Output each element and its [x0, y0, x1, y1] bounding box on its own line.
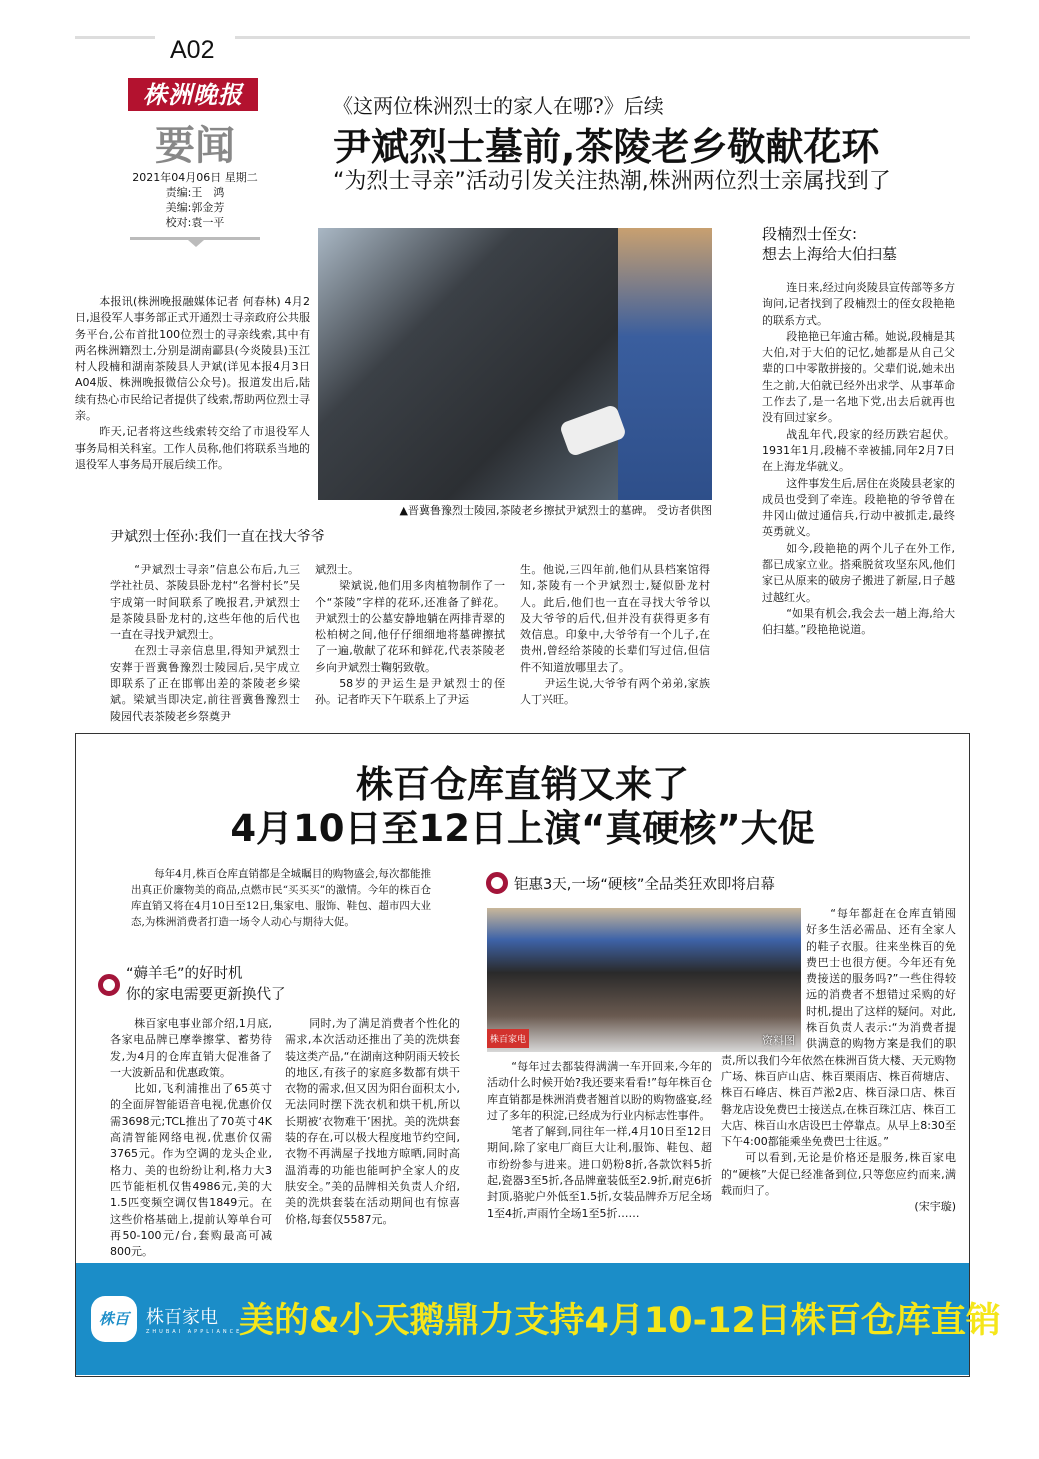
paragraph: 斌烈士。 [315, 563, 359, 576]
paragraph: 在烈士寻亲信息里,得知尹斌烈士安葬于晋冀鲁豫烈士陵园后,吴宇成立即联系了正在邯郸出差的茶陵老乡梁斌。梁斌当即决定,前往晋冀鲁豫烈士陵园代表茶陵老乡祭奠尹 [110, 644, 300, 723]
paragraph: 株百家电事业部介绍,1月底,各家电品牌已摩拳擦掌、蓄势待发,为4月的仓库直销大促准备了一大波新品和优惠政策。 [110, 1017, 272, 1079]
subhead-line: 你的家电需要更新换代了 [126, 987, 286, 1003]
paragraph: 尹运生说,大爷爷有两个弟弟,家族人丁兴旺。 [520, 677, 710, 707]
paragraph: 可以看到,无论是价格还是服务,株百家电的“硬核”大促已经准备到位,只等您应约而来,满载而归了。 [721, 1151, 956, 1198]
paragraph: “如果有机会,我会去一趟上海,给大伯扫墓。”段艳艳说道。 [762, 606, 955, 637]
tombstone-photo [318, 228, 712, 500]
title-line: 段楠烈士侄女: [762, 225, 858, 243]
ad-intro [131, 866, 431, 930]
ring-bullet-icon [486, 872, 508, 894]
paragraph: 比如,飞利浦推出了65英寸的全面屏智能语音电视,优惠价仅需3698元;TCL推出了70英寸4K高清智能网络电视,优惠价仅需3765元。作为空调的龙头企业,格力、美的也纷纷让利,格力大3匹节能柜机仅售4986元,美的大1.5匹变频空调仅售1849元。在这些价格基础上,提前认筹单台可再50-100元/台,套购最高可减800元。 [110, 1082, 272, 1259]
ad-title-line2: 4月10日至12日上演“真硬核”大促 [230, 807, 815, 850]
paragraph: 战乱年代,段家的经历跌宕起伏。1931年1月,段楠不幸被捕,同年2月7日在上海龙华就义。 [762, 427, 955, 474]
paragraph: 每年4月,株百仓库直销都是全城瞩目的购物盛会,每次都能推出真正价廉物美的商品,点燃市民“买买买”的激情。今年的株百仓库直销又将在4月10日至12日,集家电、服饰、鞋包、超市四大业态,为株洲消费者打造一场令人动心与期待大促。 [131, 868, 431, 928]
paragraph: “每年过去都装得满满一车开回来,今年的活动什么时候开始?我还要来看看!”每年株百仓库直销都是株洲消费者翘首以盼的购物盛宴,经过了多年的积淀,已经成为行业内标志性事件。 [487, 1060, 712, 1122]
column-3 [520, 562, 710, 709]
section-title-niece [762, 224, 897, 264]
paragraph: “每年都赶在仓库直销囤好多生活必需品、还有全家人的鞋子衣服。往来坐株百的免费巴士也很方便。今年还有免费接送的服务吗?”一些住得较远的消费者不想错过采购的好时机,提出了这样的疑问。对此,株百负责人表示:“为消费者提供满意的购物方案是我们的职责,所以我们今年依然在株洲百货大楼、天元购物广场、株百庐山店、株百栗雨店、株百荷塘店、株百石峰店、株百芦淞2店、株百渌口店、株百磐龙店设免费巴士接送点,在株百珠江店、株百工大店、株百山水店设巴士停靠点。从早上8:30至下午4:00都能乘坐免费巴士往返。” [721, 907, 956, 1149]
paragraph: 昨天,记者将这些线索转交给了市退役军人事务局相关科室。工作人员称,他们将联系当地的退役军人事务局开展后续工作。 [75, 425, 310, 471]
title-line: 想去上海给大伯扫墓 [762, 245, 898, 263]
paragraph: 58岁的尹运生是尹斌烈士的侄孙。记者昨天下午联系上了尹运 [315, 677, 505, 707]
divider-arrow-icon [188, 240, 204, 247]
proofreader: 校对:袁一平 [165, 216, 225, 229]
banner-slogan: 美的&小天鹅鼎力支持4月10-12日株百仓库直销 [239, 1301, 1001, 1341]
sponsor-banner [76, 1263, 1001, 1375]
photo-wrap-spacer [721, 906, 806, 1048]
cloth [559, 404, 627, 457]
ad-subhead-2 [486, 872, 775, 894]
person-figure [618, 228, 712, 500]
paragraph: “尹斌烈士寻亲”信息公布后,九三学社社员、茶陵县卧龙村“名誉村长”吴宇成第一时间联系了晚报君,尹斌烈士是茶陵县卧龙村的,这些年他的后代也一直在寻找尹斌烈士。 [110, 563, 300, 642]
paragraph: 段艳艳已年逾古稀。她说,段楠是其大伯,对于大伯的记忆,她都是从自己父辈的口中零散拼接的。父辈们说,她未出生之前,大伯就已经外出求学、从事革命工作去了,是一名地下党,出去后就再也没有回过家乡。 [762, 329, 955, 425]
column-2 [315, 562, 505, 709]
subhead-text: 钜惠3天,一场“硬核”全品类狂欢即将启幕 [514, 876, 775, 893]
subhead-line: “薅羊毛”的好时机 [126, 966, 243, 982]
top-rule-left [75, 36, 155, 39]
ad-column-1 [110, 1016, 272, 1260]
edition-meta [120, 170, 270, 230]
ad-column-4 [721, 906, 956, 1216]
article-subhead: “为烈士寻亲”活动引发关注热潮,株洲两位烈士亲属找到了 [333, 169, 891, 194]
article-kicker: 《这两位株洲烈士的家人在哪?》后续 [333, 94, 664, 118]
paragraph: 本报讯(株洲晚报融媒体记者 何春林) 4月2日,退役军人事务部正式开通烈士寻亲政府公共服务平台,公布首批100位烈士的寻亲线索,其中有两名株洲籍烈士,分别是湖南酃县(今炎陵县)玉江村人段楠和湖南茶陵县人尹斌(详见本报4月3日A04版、株洲晚报微信公众号)。报道发出后,陆续有热心市民给记者提供了线索,帮助两位烈士寻亲。 [75, 295, 310, 423]
paragraph: 连日来,经过向炎陵县宣传部等多方询问,记者找到了段楠烈士的侄女段艳艳的联系方式。 [762, 281, 955, 327]
ad-column-3 [487, 1059, 712, 1222]
top-rule-right [235, 36, 970, 39]
ad-title-line1: 株百仓库直销又来了 [356, 763, 689, 806]
ring-bullet-icon [98, 974, 120, 996]
column-1 [110, 562, 300, 725]
ad-subhead-1 [98, 964, 286, 1006]
paragraph: 这件事发生后,居住在炎陵县老家的成员也受到了牵连。段艳艳的爷爷曾在井冈山做过通信兵,行动中被抓走,最终英勇就义。 [762, 476, 955, 539]
editor: 责编:王 鸿 [165, 186, 225, 199]
page-number: A02 [170, 36, 215, 64]
niece-column [762, 280, 955, 639]
paragraph: 如今,段艳艳的两个儿子在外工作,都已成家立业。搭乘脱贫攻坚东风,他们家已从原来的破房子搬进了新屋,日子越过越红火。 [762, 541, 955, 604]
article-intro [75, 294, 310, 473]
paragraph: 笔者了解到,同往年一样,4月10日至12日期间,除了家电厂商巨大让利,服饰、鞋包、超市纷纷参与进来。进口奶粉8折,各款饮料5折起,瓷器3至5折,各品牌童装低至2.9折,耐克6折封顶,骆驼户外低至1.5折,女装品牌乔万尼全场1至4折,声雨竹全场1至5折…… [487, 1125, 712, 1220]
ad-column-2 [285, 1016, 460, 1228]
staff-vest-sign: 株百家电 [487, 1029, 529, 1048]
photo-label: 资料图 [762, 1034, 795, 1047]
zhubai-logo-mark: 株百 [91, 1296, 137, 1342]
paragraph: 梁斌说,他们用多肉植物制作了一个“茶陵”字样的花环,还准备了鲜花。尹斌烈士的公墓安静地躺在两排青翠的松柏树之间,他仔仔细细地将墓碑擦拭了一遍,敬献了花环和鲜花,代表茶陵老乡向尹斌烈士鞠躬致敬。 [315, 579, 505, 674]
article-headline: 尹斌烈士墓前,茶陵老乡敬献花环 [333, 125, 880, 169]
paragraph: 同时,为了满足消费者个性化的需求,本次活动还推出了美的洗烘套装这类产品,“在湖南这种阴雨天较长的地区,有孩子的家庭多数都有烘干衣物的需求,但又因为阳台面积太小,无法同时摆下洗衣机和烘干机,所以长期被‘衣物难干’困扰。美的洗烘套装的存在,可以极大程度地节约空间,衣物不再满屋子找地方晾晒,同时高温消毒的功能也能呵护全家人的皮肤安全。”美的品牌相关负责人介绍,美的洗烘套装在活动期间也有惊喜价格,每套仅5587元。 [285, 1017, 460, 1226]
brand-name: 株百家电 [146, 1307, 218, 1328]
paper-logo: 株洲晚报 [128, 78, 258, 111]
byline: (宋宇璇) [914, 1200, 956, 1214]
art-editor: 美编:郭金芳 [165, 201, 225, 214]
brand-name-en: ZHUBAI APPLIANCE [146, 1329, 243, 1335]
section-title-grandnephew: 尹斌烈士侄孙:我们一直在找大爷爷 [110, 529, 325, 545]
section-name: 要闻 [155, 122, 235, 169]
paragraph: 生。他说,三四年前,他们从县档案馆得知,茶陵有一个尹斌烈士,疑似卧龙村人。此后,他们也一直在寻找大爷爷以及大爷爷的后代,但并没有获得更多有效信息。印象中,大爷爷有一个儿子,在贵州,曾经给茶陵的长辈们写过信,但信件不知道放哪里去了。 [520, 563, 710, 674]
photo-caption: ▲晋冀鲁豫烈士陵园,茶陵老乡擦拭尹斌烈士的墓碑。 受访者供图 [399, 504, 712, 517]
date: 2021年04月06日 星期二 [132, 171, 258, 184]
